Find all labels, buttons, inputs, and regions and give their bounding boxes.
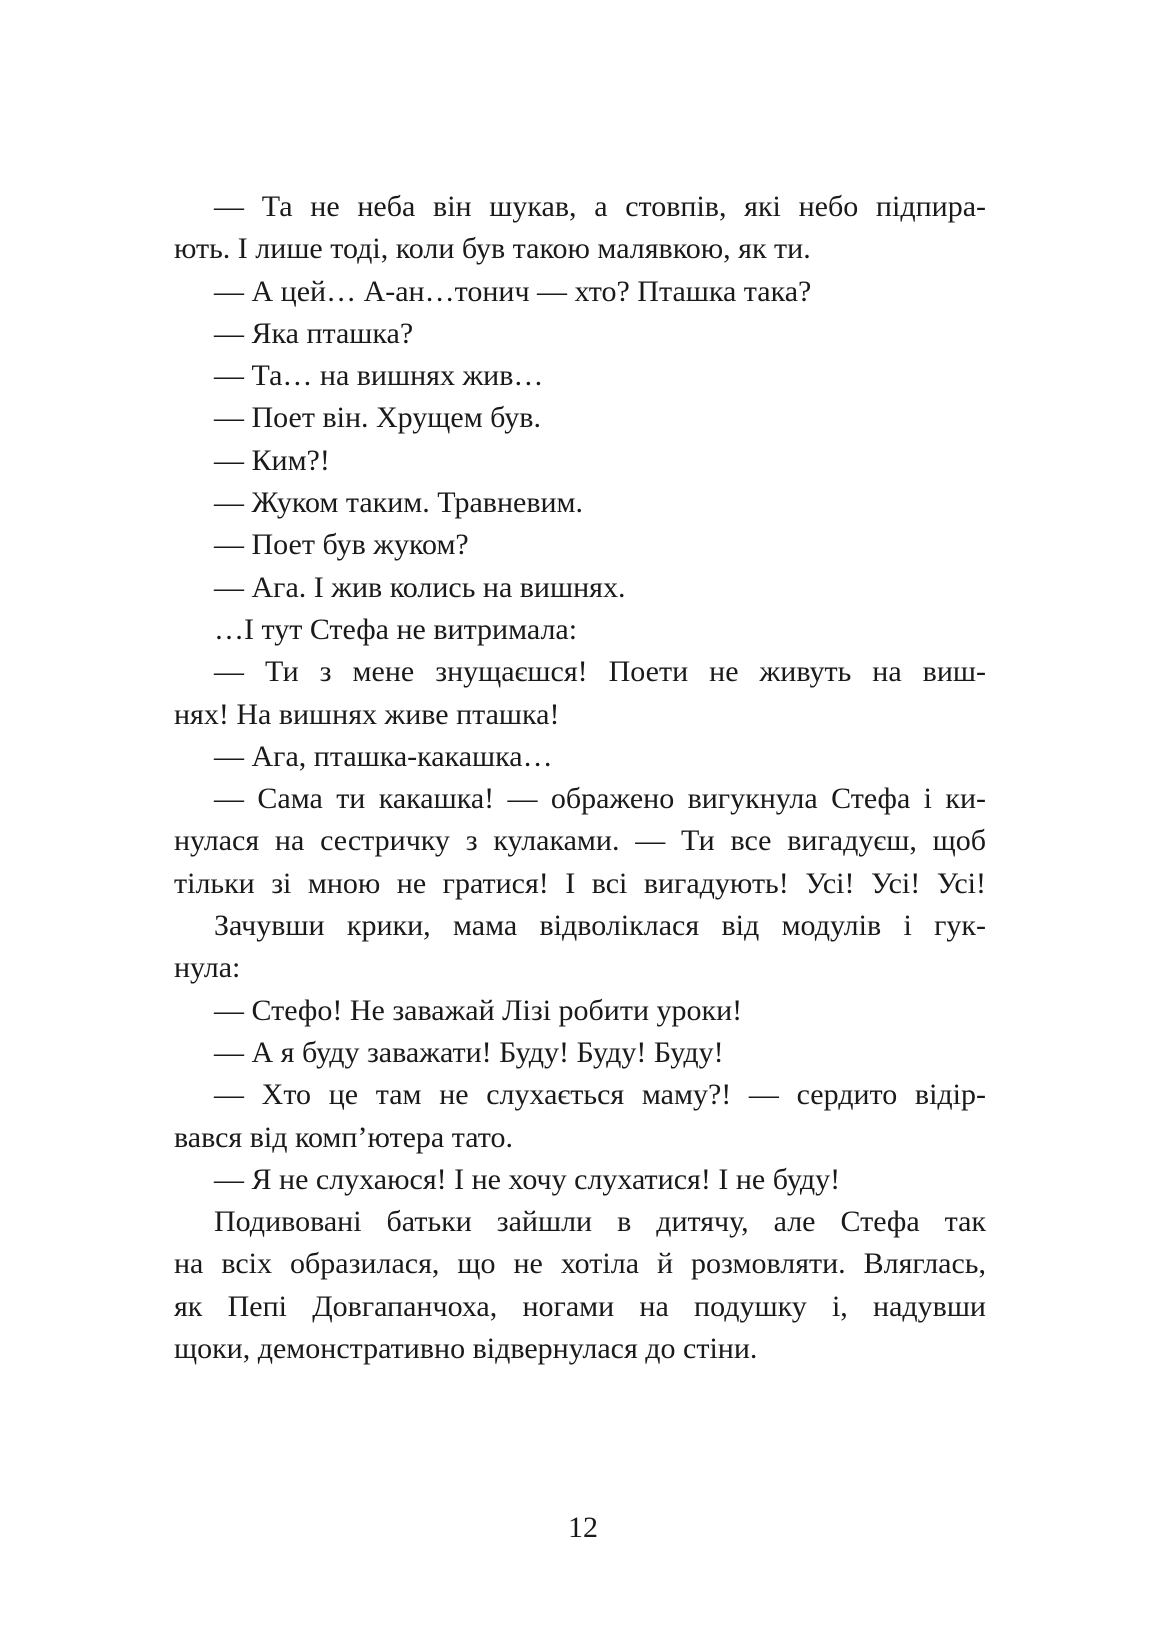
text-line: …І тут Стефа не витримала:	[214, 612, 578, 646]
text-line: щоки, демонстративно відвернулася до стіни.	[174, 1332, 758, 1366]
text-line: — Ага, пташка-какашка…	[214, 739, 553, 773]
text-line: — Стефо! Не заважай Лізі робити уроки!	[214, 993, 743, 1027]
body-text	[174, 186, 986, 1370]
text-line: Зачувши крики, мама відволіклася від модулів і гук-	[214, 909, 986, 943]
text-line: на всіх образилася, що не хотіла й розмовляти. Вляглась,	[174, 1247, 986, 1281]
text-line: нула:	[174, 951, 241, 985]
text-line: нях! На вишнях живе пташка!	[174, 697, 560, 731]
text-line: ють. І лише тоді, коли був такою малявкою, як ти.	[174, 232, 811, 266]
text-line: — Поет був жуком?	[214, 528, 469, 562]
text-line: тільки зі мною не гратися! І всі вигадують! Усі! Усі! Усі!	[174, 866, 986, 900]
text-line: — А цей… А-ан…тонич — хто? Пташка така?	[214, 274, 812, 308]
text-line: — Я не слухаюся! І не хочу слухатися! І не буду!	[214, 1162, 841, 1196]
text-line: Подивовані батьки зайшли в дитячу, але Стефа так	[214, 1205, 986, 1239]
text-line: — Поет він. Хрущем був.	[214, 401, 541, 435]
text-line: — Ага. І жив колись на вишнях.	[214, 570, 626, 604]
text-line: — Та… на вишнях жив…	[214, 359, 544, 393]
text-line: — Жуком таким. Травневим.	[214, 486, 584, 520]
text-line: — Яка пташка?	[214, 316, 414, 350]
text-line: — Ким?!	[214, 443, 330, 477]
text-line: — Ти з мене знущаєшся! Поети не живуть на виш-	[214, 655, 986, 689]
text-line: — Хто це там не слухається маму?! — сердито відір-	[214, 1078, 986, 1112]
text-line: — Сама ти какашка! — ображено вигукнула Стефа і ки-	[214, 782, 986, 816]
text-line: вався від комп’ютера тато.	[174, 1120, 513, 1154]
text-line: як Пепі Довгапанчоха, ногами на подушку і, надувши	[174, 1289, 986, 1323]
text-line: — Та не неба він шукав, а стовпів, які небо підпира-	[214, 190, 986, 223]
page-number: 12	[568, 1511, 598, 1544]
text-line: — А я буду заважати! Буду! Буду! Буду!	[214, 1035, 724, 1069]
text-line: нулася на сестричку з кулаками. — Ти все вигадуєш, щоб	[174, 824, 986, 858]
